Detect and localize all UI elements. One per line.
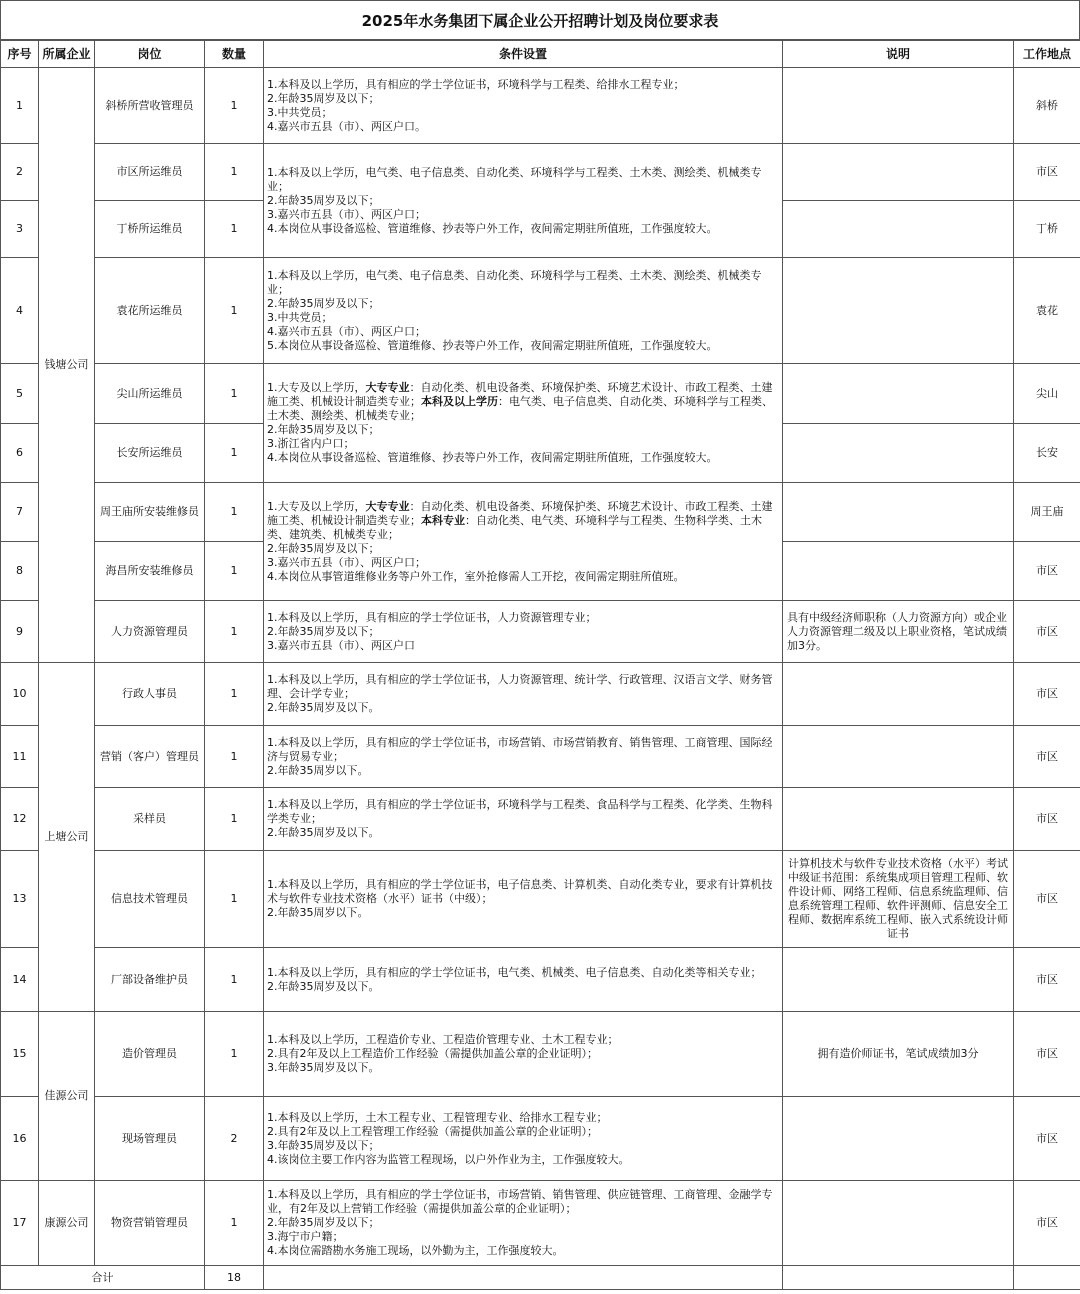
cell-conditions	[264, 1266, 783, 1290]
cell-count: 1	[205, 258, 264, 364]
cell-conditions	[264, 144, 783, 258]
table-row	[1, 1181, 1080, 1266]
table-row	[1, 663, 1080, 726]
cell-conditions	[264, 788, 783, 851]
cell-notes	[783, 483, 1014, 542]
condition-line: 1.本科及以上学历，具有相应的学士学位证书，市场营销、市场营销教育、销售管理、工商管理、国际经济与贸易专业；	[267, 735, 773, 763]
cell-location	[1014, 1266, 1080, 1290]
table-row	[1, 948, 1080, 1012]
condition-line: 3.浙江省内户口；	[267, 437, 355, 450]
table-row	[1, 144, 1080, 201]
condition-line: 2.年龄35周岁及以下。	[267, 701, 380, 714]
table-row	[1, 1097, 1080, 1181]
table-row	[1, 1012, 1080, 1097]
condition-line: 2.年龄35周岁及以下；	[267, 296, 380, 310]
condition-line: 1.本科及以上学历，具有相应的学士学位证书，环境科学与工程类、给排水工程专业；	[267, 77, 685, 91]
header-seq: 序号	[1, 41, 39, 68]
cell-count: 1	[205, 483, 264, 542]
cell-position: 行政人事员	[95, 663, 205, 726]
cell-location: 市区	[1014, 726, 1080, 788]
condition-line: 1.本科及以上学历，土木工程专业、工程管理专业、给排水工程专业；	[267, 1110, 608, 1124]
condition-line: 2.年龄35周岁及以下；	[267, 91, 380, 105]
cell-count: 1	[205, 201, 264, 258]
cell-seq: 4	[1, 258, 39, 364]
condition-bold: 本科专业	[421, 513, 465, 527]
condition-line: 2.年龄35周岁以下。	[267, 763, 369, 777]
cell-location: 市区	[1014, 542, 1080, 601]
cell-seq: 14	[1, 948, 39, 1012]
cell-location: 市区	[1014, 1181, 1080, 1266]
cell-seq: 3	[1, 201, 39, 258]
cell-conditions	[264, 726, 783, 788]
cell-count: 1	[205, 851, 264, 948]
header-notes: 说明	[783, 41, 1014, 68]
condition-line: 4.本岗位从事管道维修业务等户外工作，室外抢修需人工开挖，夜间需定期驻所值班。	[267, 569, 685, 583]
header-count: 数量	[205, 41, 264, 68]
cell-seq: 15	[1, 1012, 39, 1097]
condition-line: 2.年龄35周岁以下。	[267, 906, 369, 919]
condition-line: 3.中共党员；	[267, 105, 333, 119]
condition-line: 4.本岗位从事设备巡检、管道维修、抄表等户外工作，夜间需定期驻所值班，工作强度较大。	[267, 451, 718, 464]
cell-count: 1	[205, 663, 264, 726]
condition-line: 1.本科及以上学历，具有相应的学士学位证书，电子信息类、计算机类、自动化类专业，要求有计算机技术与软件专业技术资格（水平）证书（中级）；	[267, 878, 773, 905]
cell-conditions	[264, 258, 783, 364]
table-row	[1, 364, 1080, 424]
condition-line: 4.该岗位主要工作内容为监管工程现场，以户外作业为主，工作强度较大。	[267, 1152, 630, 1166]
header-row	[1, 41, 1080, 68]
cell-conditions	[264, 483, 783, 601]
condition-line: 4.本岗位需踏勘水务施工现场，以外勤为主，工作强度较大。	[267, 1244, 564, 1257]
cell-notes	[783, 542, 1014, 601]
header-location: 工作地点	[1014, 41, 1080, 68]
cell-location: 市区	[1014, 948, 1080, 1012]
cell-location: 市区	[1014, 788, 1080, 851]
condition-line: 1.本科及以上学历，具有相应的学士学位证书，人力资源管理专业；	[267, 610, 597, 624]
cell-position: 厂部设备维护员	[95, 948, 205, 1012]
condition-line: 3.中共党员；	[267, 310, 333, 324]
cell-conditions	[264, 663, 783, 726]
condition-bold: 大专专业	[365, 499, 410, 513]
cell-position: 尖山所运维员	[95, 364, 205, 424]
cell-notes	[783, 1266, 1014, 1290]
cell-conditions	[264, 1181, 783, 1266]
cell-seq: 12	[1, 788, 39, 851]
cell-position: 造价管理员	[95, 1012, 205, 1097]
condition-line: 4.本岗位从事设备巡检、管道维修、抄表等户外工作，夜间需定期驻所值班，工作强度较大。	[267, 221, 718, 235]
cell-conditions	[264, 364, 783, 483]
condition-line: 2.具有2年及以上工程造价工作经验（需提供加盖公章的企业证明）；	[267, 1047, 598, 1060]
cell-notes	[783, 788, 1014, 851]
table-row	[1, 483, 1080, 542]
condition-line: 1.本科及以上学历，具有相应的学士学位证书，电气类、机械类、电子信息类、自动化类等相关专业；	[267, 965, 762, 979]
condition-text: 1.大专及以上学历，	[267, 381, 366, 394]
cell-position: 信息技术管理员	[95, 851, 205, 948]
cell-position: 袁花所运维员	[95, 258, 205, 364]
condition-line: 2.年龄35周岁及以下；	[267, 624, 380, 638]
cell-notes	[783, 726, 1014, 788]
cell-seq: 5	[1, 364, 39, 424]
cell-seq: 10	[1, 663, 39, 726]
condition-bold: 大专专业	[365, 381, 410, 394]
cell-notes	[783, 258, 1014, 364]
table-row	[1, 851, 1080, 948]
cell-seq: 6	[1, 424, 39, 483]
cell-count: 1	[205, 364, 264, 424]
table-row	[1, 788, 1080, 851]
cell-seq: 13	[1, 851, 39, 948]
cell-location: 周王庙	[1014, 483, 1080, 542]
company-jiayuan: 佳源公司	[39, 1012, 95, 1181]
cell-notes	[783, 948, 1014, 1012]
cell-seq: 9	[1, 601, 39, 663]
cell-position: 斜桥所营收管理员	[95, 68, 205, 144]
cell-conditions	[264, 68, 783, 144]
cell-notes	[783, 201, 1014, 258]
condition-line: 2.年龄35周岁及以下；	[267, 423, 380, 436]
header-position: 岗位	[95, 41, 205, 68]
cell-notes: 计算机技术与软件专业技术资格（水平）考试中级证书范围：系统集成项目管理工程师、软件设计师、网络工程师、信息系统监理师、信息系统管理工程师、软件评测师、信息安全工程师、数据库系统工程师、嵌入式系统设计师证书	[783, 851, 1014, 948]
cell-count: 1	[205, 542, 264, 601]
cell-seq: 16	[1, 1097, 39, 1181]
cell-count: 2	[205, 1097, 264, 1181]
cell-count: 1	[205, 1181, 264, 1266]
company-qiantang: 钱塘公司	[39, 68, 95, 663]
cell-location: 市区	[1014, 851, 1080, 948]
condition-line: 2.具有2年及以上工程管理工作经验（需提供加盖公章的企业证明）；	[267, 1124, 598, 1138]
cell-position: 采样员	[95, 788, 205, 851]
condition-line: 2.年龄35周岁及以下。	[267, 979, 380, 993]
company-shangtang: 上塘公司	[39, 663, 95, 1012]
cell-position: 现场管理员	[95, 1097, 205, 1181]
cell-conditions	[264, 1097, 783, 1181]
condition-line: 1.本科及以上学历，具有相应的学士学位证书，环境科学与工程类、食品科学与工程类、化学类、生物科学类专业；	[267, 798, 773, 825]
cell-position: 丁桥所运维员	[95, 201, 205, 258]
cell-notes	[783, 364, 1014, 424]
cell-position: 营销（客户）管理员	[95, 726, 205, 788]
cell-location: 长安	[1014, 424, 1080, 483]
cell-conditions	[264, 948, 783, 1012]
cell-position: 海昌所安装维修员	[95, 542, 205, 601]
cell-count: 1	[205, 726, 264, 788]
condition-line: 3.嘉兴市五县（市）、两区户口；	[267, 207, 426, 221]
cell-location: 斜桥	[1014, 68, 1080, 144]
table-row	[1, 68, 1080, 144]
condition-line: 2.年龄35周岁及以下。	[267, 826, 380, 839]
cell-seq: 8	[1, 542, 39, 601]
cell-notes	[783, 68, 1014, 144]
condition-line: 2.年龄35周岁及以下；	[267, 193, 380, 207]
condition-text: ：自动化类、电气类、环境科学与工程类、生物科学类、土木类、建筑类、机械类专业；	[267, 513, 762, 541]
cell-count: 1	[205, 948, 264, 1012]
cell-position: 长安所运维员	[95, 424, 205, 483]
recruitment-table	[0, 40, 1080, 1290]
condition-line: 1.本科及以上学历，工程造价专业、工程造价管理专业、土木工程专业；	[267, 1033, 619, 1046]
condition-line: 4.嘉兴市五县（市）、两区户口；	[267, 324, 426, 338]
condition-line: 1.本科及以上学历，具有相应的学士学位证书，市场营销、销售管理、供应链管理、工商管理、金融学专业，有2年及以上营销工作经验（需提供加盖公章的企业证明）；	[267, 1188, 773, 1215]
cell-position: 人力资源管理员	[95, 601, 205, 663]
cell-seq: 17	[1, 1181, 39, 1266]
condition-line	[267, 500, 779, 542]
condition-text: ：电气类、电子信息类、自动化类、环境科学与工程类、土木类、测绘类、机械类专业；	[267, 395, 773, 422]
table-row	[1, 601, 1080, 663]
cell-location: 袁花	[1014, 258, 1080, 364]
cell-seq: 11	[1, 726, 39, 788]
total-count: 18	[205, 1266, 264, 1290]
cell-seq: 7	[1, 483, 39, 542]
cell-notes	[783, 144, 1014, 201]
header-company: 所属企业	[39, 41, 95, 68]
cell-seq: 1	[1, 68, 39, 144]
total-label: 合计	[1, 1266, 205, 1290]
cell-position: 物资营销管理员	[95, 1181, 205, 1266]
header-conditions: 条件设置	[264, 41, 783, 68]
page-title: 2025年水务集团下属企业公开招聘计划及岗位要求表	[0, 0, 1080, 40]
table-row	[1, 726, 1080, 788]
condition-line: 3.年龄35周岁及以下；	[267, 1138, 380, 1152]
cell-notes	[783, 1097, 1014, 1181]
cell-position: 周王庙所安装维修员	[95, 483, 205, 542]
cell-notes: 具有中级经济师职称（人力资源方向）或企业人力资源管理二级及以上职业资格，笔试成绩加3分。	[783, 601, 1014, 663]
condition-line: 3.嘉兴市五县（市）、两区户口；	[267, 555, 426, 569]
cell-notes	[783, 1181, 1014, 1266]
company-kangyuan: 康源公司	[39, 1181, 95, 1266]
cell-notes	[783, 424, 1014, 483]
condition-bold: 本科及以上学历	[421, 395, 498, 408]
total-row	[1, 1266, 1080, 1290]
cell-location: 市区	[1014, 663, 1080, 726]
condition-line: 3.年龄35周岁及以下。	[267, 1061, 380, 1074]
condition-line: 5.本岗位从事设备巡检、管道维修、抄表等户外工作，夜间需定期驻所值班，工作强度较大。	[267, 338, 718, 352]
cell-location: 市区	[1014, 1097, 1080, 1181]
condition-line: 1.本科及以上学历，具有相应的学士学位证书，人力资源管理、统计学、行政管理、汉语言文学、财务管理、会计学专业；	[267, 673, 773, 700]
condition-text: ：自动化类、机电设备类、环境保护类、环境艺术设计、市政工程类、土建施工类、机械设计制造类专业；	[267, 499, 773, 527]
cell-location: 丁桥	[1014, 201, 1080, 258]
cell-count: 1	[205, 1012, 264, 1097]
table-row	[1, 258, 1080, 364]
cell-notes	[783, 663, 1014, 726]
cell-position: 市区所运维员	[95, 144, 205, 201]
cell-location: 尖山	[1014, 364, 1080, 424]
condition-line: 2.年龄35周岁及以下；	[267, 541, 380, 555]
condition-line: 1.本科及以上学历，电气类、电子信息类、自动化类、环境科学与工程类、土木类、测绘类、机械类专业；	[267, 165, 762, 193]
cell-count: 1	[205, 424, 264, 483]
cell-location: 市区	[1014, 601, 1080, 663]
cell-count: 1	[205, 788, 264, 851]
cell-count: 1	[205, 601, 264, 663]
cell-location: 市区	[1014, 1012, 1080, 1097]
cell-conditions	[264, 601, 783, 663]
cell-conditions	[264, 1012, 783, 1097]
cell-conditions	[264, 851, 783, 948]
condition-line: 2.年龄35周岁及以下；	[267, 1216, 380, 1229]
cell-count: 1	[205, 144, 264, 201]
cell-location: 市区	[1014, 144, 1080, 201]
cell-seq: 2	[1, 144, 39, 201]
condition-line: 4.嘉兴市五县（市）、两区户口。	[267, 119, 426, 133]
condition-text: 1.大专及以上学历，	[267, 499, 366, 513]
condition-line: 3.海宁市户籍；	[267, 1230, 344, 1243]
condition-text: ：自动化类、机电设备类、环境保护类、环境艺术设计、市政工程类、土建施工类、机械设计制造类专业；	[267, 381, 773, 408]
cell-count: 1	[205, 68, 264, 144]
condition-line	[267, 381, 779, 423]
condition-line: 1.本科及以上学历，电气类、电子信息类、自动化类、环境科学与工程类、土木类、测绘类、机械类专业；	[267, 268, 762, 296]
condition-line: 3.嘉兴市五县（市）、两区户口	[267, 638, 415, 652]
cell-notes: 拥有造价师证书，笔试成绩加3分	[783, 1012, 1014, 1097]
